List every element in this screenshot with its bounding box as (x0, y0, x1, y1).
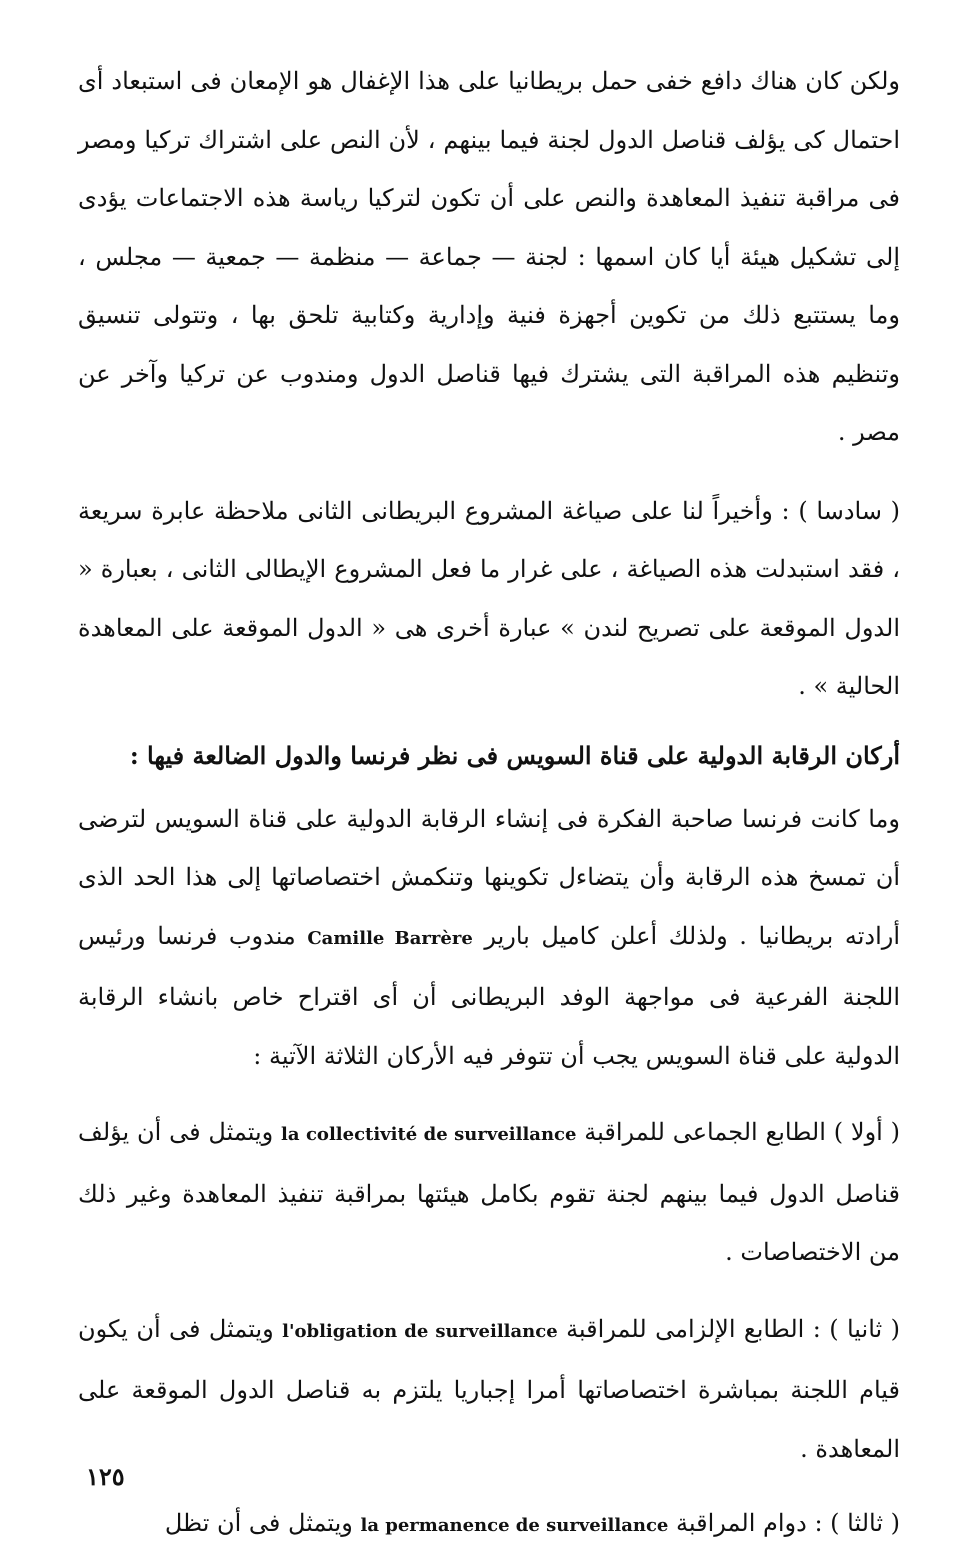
paragraph-1: ولكن كان هناك دافع خفى حمل بريطانيا على هذا الإغفال هو الإمعان فى استبعاد أى احتمال كى يؤلف قناصل الدول لجنة فيما بينهم ، لأن النص على اشتراك تركيا ومصر فى مراقبة تنفيذ المعاهدة والنص على أن تكون لتركيا رياسة هذه الاجتماعات يؤدى إلى تشكيل هيئة أيا كان اسمها : لجنة — جماعة — منظمة — جمعية — مجلس ، وما يستتبع ذلك من تكوين أجهزة فنية وإدارية وكتابية تلحق بها ، وتتولى تنسيق وتنظيم هذه المراقبة التى يشترك فيها قناصل الدول ومندوب عن تركيا وآخر عن مصر . (78, 67, 900, 446)
paragraph-4-latin: la collectivité de surveillance (281, 1124, 577, 1145)
paragraph-5-latin: l'obligation de surveillance (282, 1320, 558, 1342)
paragraph-5-text-a: ( ثانيا ) : الطابع الإلزامى للمراقبة (566, 1314, 900, 1343)
section-heading: أركان الرقابة الدولية على قناة السويس فى نظر فرنسا والدول الضالعة فيها : (129, 740, 900, 770)
paragraph-3-latin: Camille Barrère (307, 927, 473, 949)
paragraph-3 (78, 790, 900, 1086)
paragraph-5-text-b: ويتمثل فى أن يكون قيام اللجنة بمباشرة اختصاصاتها أمرا إجباريا يلتزم به قناصل الدول الموقعة على المعاهدة . (78, 1314, 901, 1463)
paragraph-2: ( سادسا ) : وأخيراً لنا على صياغة المشروع البريطانى الثانى ملاحظة عابرة سريعة ، فقد استبدلت هذه الصياغة ، على غرار ما فعل المشروع الإيطالى الثانى ، بعبارة « الدول الموقعة على تصريح لندن » عبارة أخرى هى « الدول الموقعة على المعاهدة الحالية » . (78, 496, 900, 700)
paragraph-4-text-a: ( أولا ) الطابع الجماعى للمراقبة (584, 1118, 900, 1146)
paragraph-6-latin: la permanence de surveillance (360, 1515, 669, 1536)
paragraph-4 (78, 1103, 900, 1282)
paragraph-6-text-a: ( ثالثا ) : دوام المراقبة (676, 1509, 900, 1537)
paragraph-3-text-a: وما كانت فرنسا صاحبة الفكرة فى إنشاء الرقابة الدولية على قناة السويس لترضى أن تمسخ هذه الرقابة وأن يتضاءل تكوينها وتنكمش اختصاصاتها إلى هذا الحد الذى أرادته بريطانيا . ولذلك أعلن كاميل بارير (78, 804, 901, 950)
page-number: ١٢٥ (86, 1462, 125, 1491)
paragraph-3-text-b: مندوب فرنسا ورئيس اللجنة الفرعية فى مواجهة الوفد البريطانى أن أى اقتراح خاص بانشاء الرقابة الدولية على قناة السويس يجب أن تتوفر فيه الأركان الثلاثة الآتية : (78, 921, 900, 1070)
paragraph-4-text-b: ويتمثل فى أن يؤلف قناصل الدول فيما بينهم لجنة تقوم بكامل هيئتها بمراقبة تنفيذ المعاهدة وغير ذلك من الاختصاصات . (78, 1118, 900, 1266)
paragraph-6-text-b: ويتمثل فى أن تظل (164, 1509, 353, 1537)
paragraph-5 (78, 1300, 900, 1479)
paragraph-6 (78, 1494, 900, 1556)
